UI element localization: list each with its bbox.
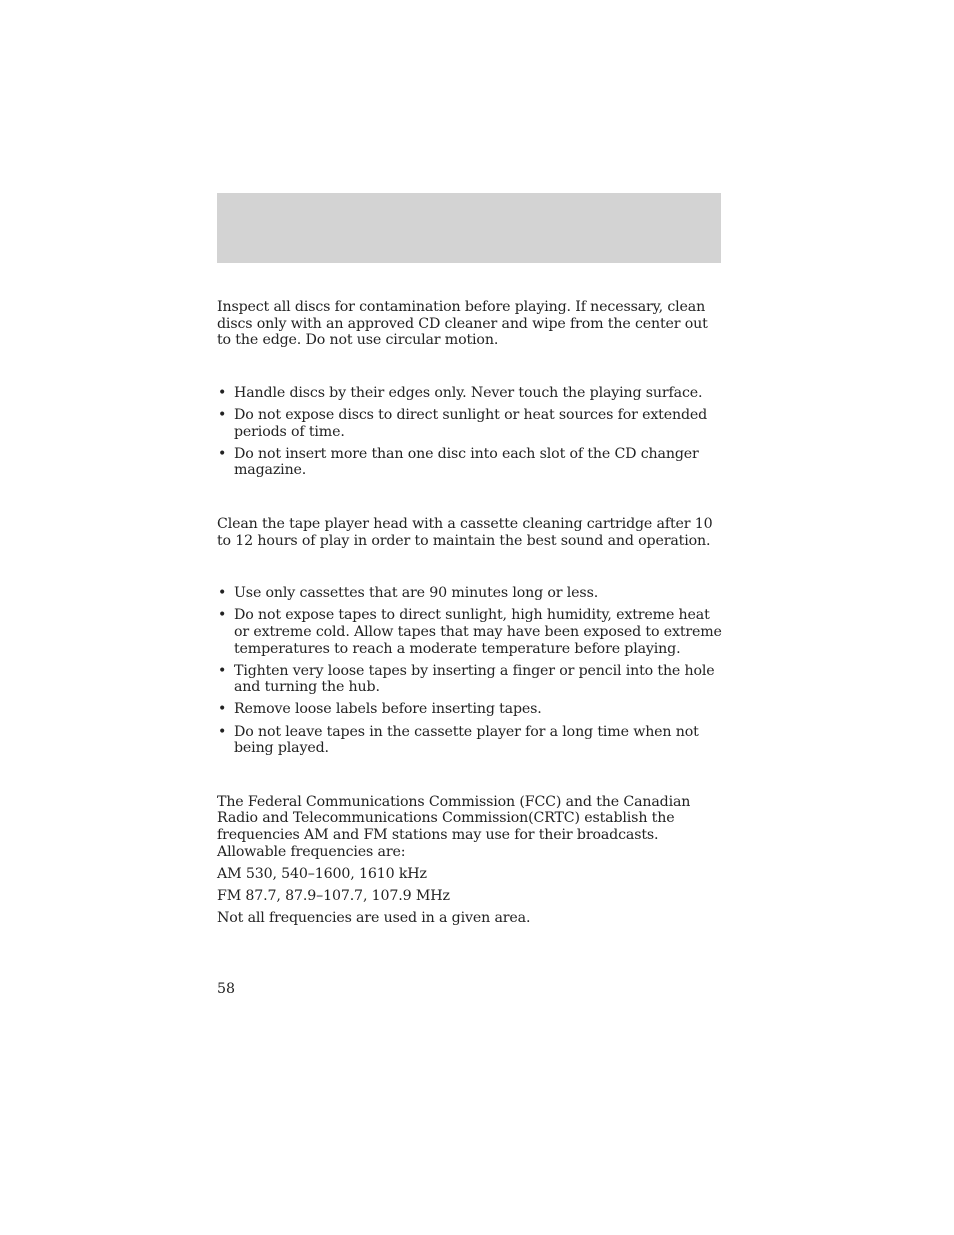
list-item-text: Do not expose discs to direct sunlight or heat sources for extended periods of time. — [234, 406, 708, 440]
list-item — [217, 446, 723, 479]
bullet-icon: • — [218, 662, 227, 679]
cd-care-paragraph: Inspect all discs for contamination before playing. If necessary, clean discs only with an approved CD cleaner and wipe from the center out to the edge. Do not use circular motion. — [217, 299, 708, 349]
list-item — [217, 585, 723, 602]
fm-frequencies: FM 87.7, 87.9–107.7, 107.9 MHz — [217, 888, 450, 904]
list-item-text: Do not expose tapes to direct sunlight, high humidity, extreme heat or extreme cold. Allow tapes that may have been exposed to extreme temperatures to reach a moderate temperature before playing. — [234, 607, 722, 657]
list-item-text: Use only cassettes that are 90 minutes long or less. — [234, 585, 599, 602]
bullet-icon: • — [218, 585, 227, 602]
list-item — [217, 724, 723, 757]
list-item-text: Tighten very loose tapes by inserting a finger or pencil into the hole and turning the hub. — [234, 662, 715, 696]
bullet-icon: • — [218, 384, 227, 401]
page-content — [217, 299, 723, 927]
list-item — [217, 663, 723, 696]
am-frequencies: AM 530, 540–1600, 1610 kHz — [217, 865, 427, 882]
cassette-care-paragraph: Clean the tape player head with a cassette cleaning cartridge after 10 to 12 hours of play in order to maintain the best sound and operation. — [217, 515, 713, 549]
list-item-text: Do not leave tapes in the cassette player for a long time when not being played. — [234, 723, 699, 757]
list-item — [217, 701, 723, 718]
cd-care-list — [217, 385, 723, 479]
list-item — [217, 407, 723, 440]
list-item — [217, 385, 723, 402]
bullet-icon: • — [218, 445, 227, 462]
frequencies-note: Not all frequencies are used in a given area. — [217, 910, 531, 927]
bullet-icon: • — [218, 701, 227, 718]
bullet-icon: • — [218, 723, 227, 740]
list-item — [217, 607, 723, 657]
section-header-bar — [217, 193, 721, 263]
frequencies-paragraph: The Federal Communications Commission (FCC) and the Canadian Radio and Telecommunications Commission(CRTC) establish the frequencies AM and FM stations may use for their broadcasts. Allowable frequencies are: — [217, 793, 691, 860]
list-item-text: Do not insert more than one disc into each slot of the CD changer magazine. — [234, 445, 699, 479]
list-item-text: Handle discs by their edges only. Never touch the playing surface. — [234, 384, 703, 401]
bullet-icon: • — [218, 406, 227, 423]
cassette-care-list — [217, 585, 723, 757]
page-number: 58 — [217, 981, 236, 997]
list-item-text: Remove loose labels before inserting tapes. — [234, 701, 542, 718]
bullet-icon: • — [218, 607, 227, 624]
